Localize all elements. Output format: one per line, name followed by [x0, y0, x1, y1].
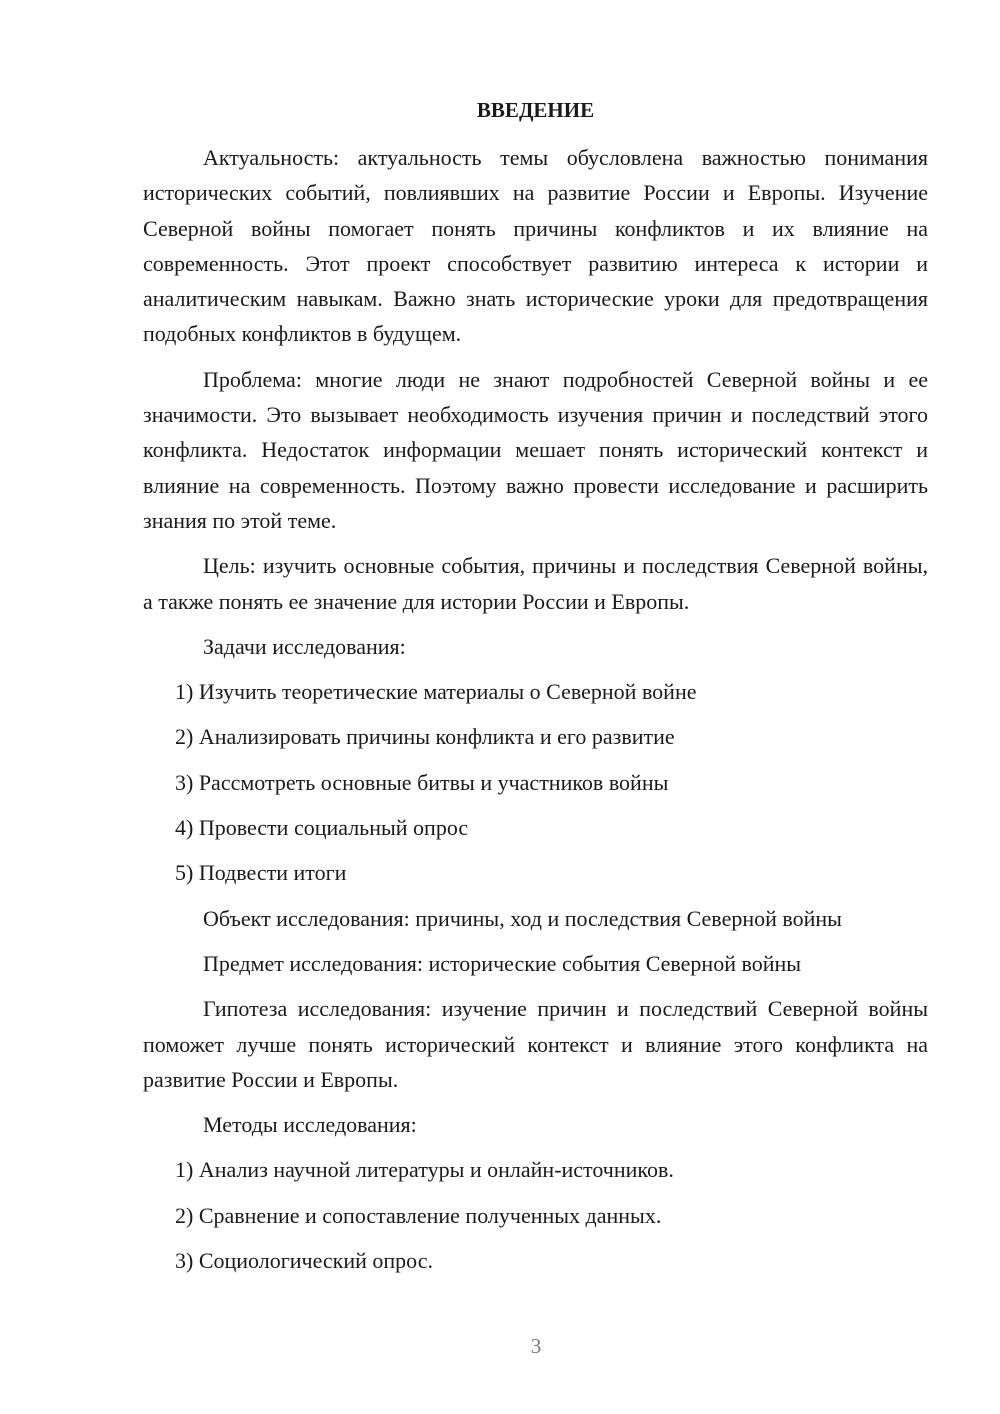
relevance-paragraph: Актуальность: актуальность темы обусловлена важностью понимания исторических событий, повлиявших на развитие России и Европы. Изучение Северной войны помогает понять причины конфликтов и их влияние на современность. Этот проект способствует развитию интереса к истории и аналитическим навыкам. Важно знать исторические уроки для предотвращения подобных конфликтов в будущем. — [143, 145, 928, 347]
tasks-heading: Задачи исследования: — [203, 633, 406, 659]
problem-paragraph: Проблема: многие люди не знают подробностей Северной войны и ее значимости. Это вызывает необходимость изучения причин и последствий этого конфликта. Недостаток информации мешает понять исторический контекст и влияние на современность. Поэтому важно провести исследование и расширить знания по этой теме. — [143, 366, 928, 533]
task-item: 5) Подвести итоги — [175, 860, 347, 886]
task-item: 3) Рассмотреть основные битвы и участников войны — [175, 769, 669, 795]
task-item: 1) Изучить теоретические материалы о Северной войне — [175, 679, 697, 705]
hypothesis-paragraph: Гипотеза исследования: изучение причин и последствий Северной войны поможет лучше понять исторический контекст и влияние этого конфликта на развитие России и Европы. — [143, 996, 928, 1092]
method-item: 3) Социологический опрос. — [175, 1248, 433, 1274]
methods-heading: Методы исследования: — [203, 1112, 417, 1138]
task-item: 2) Анализировать причины конфликта и его развитие — [175, 724, 675, 750]
subject-paragraph: Предмет исследования: исторические события Северной войны — [203, 950, 802, 976]
task-item: 4) Провести социальный опрос — [175, 815, 469, 841]
object-paragraph: Объект исследования: причины, ход и последствия Северной войны — [203, 905, 842, 931]
page-number: 3 — [530, 1334, 542, 1358]
method-item: 1) Анализ научной литературы и онлайн-источников. — [175, 1157, 674, 1183]
document-page — [143, 94, 928, 1288]
method-item: 2) Сравнение и сопоставление полученных данных. — [175, 1202, 662, 1228]
goal-paragraph: Цель: изучить основные события, причины и последствия Северной войны, а также понять ее значение для истории России и Европы. — [143, 553, 928, 614]
section-title: ВВЕДЕНИЕ — [476, 98, 595, 122]
